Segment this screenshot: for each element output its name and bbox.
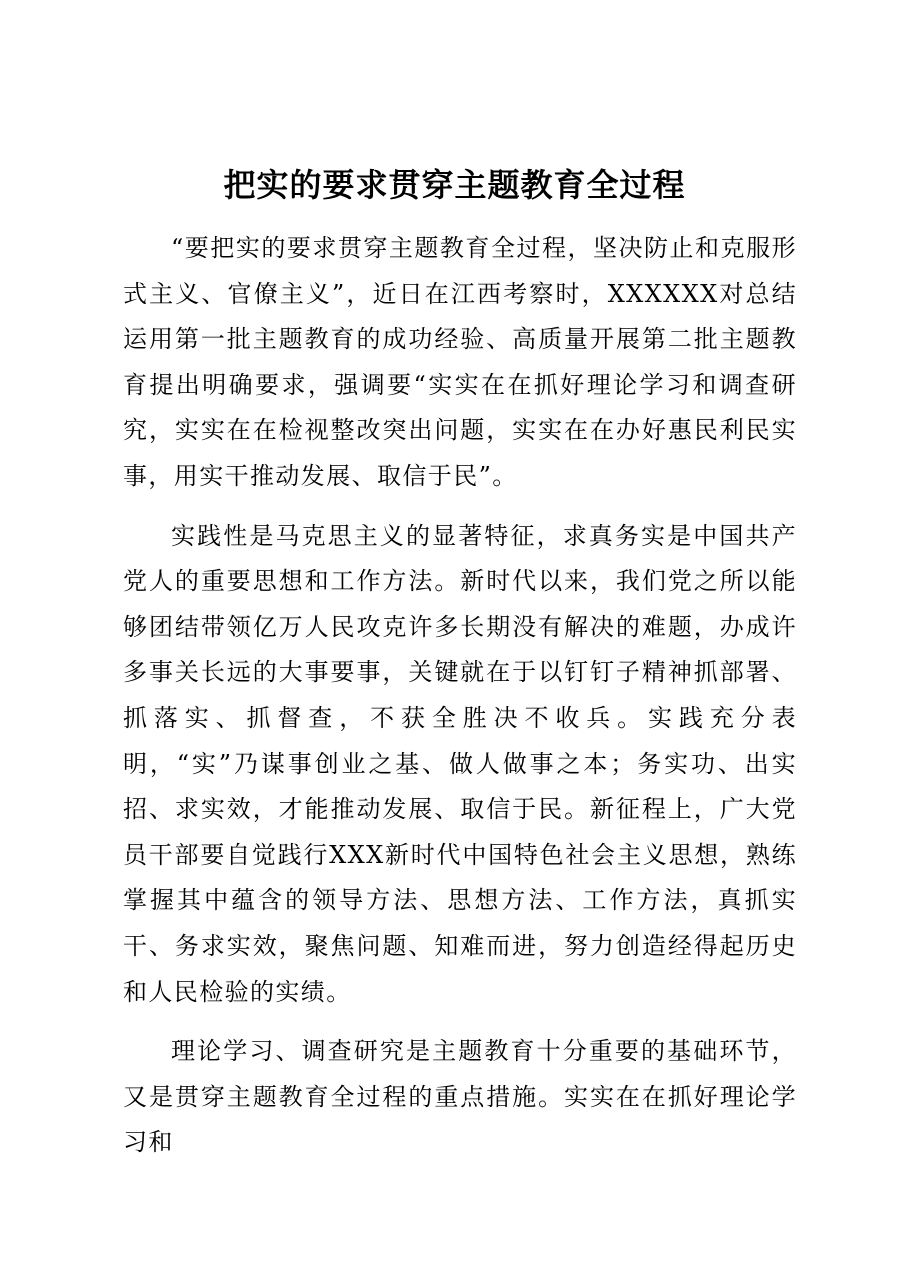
paragraph-3: 理论学习、调查研究是主题教育十分重要的基础环节，又是贯穿主题教育全过程的重点措施。实实在在抓好理论学习和 [123, 1037, 797, 1157]
paragraph-2: 实践性是马克思主义的显著特征，求真务实是中国共产党人的重要思想和工作方法。新时代以来，我们党之所以能够团结带领亿万人民攻克许多长期没有解决的难题，办成许多事关长远的大事要事，关键就在于以钉钉子精神抓部署、抓落实、抓督查，不获全胜决不收兵。实践充分表明，“实”乃谋事创业之基、做人做事之本；务实功、出实招、求实效，才能推动发展、取信于民。新征程上，广大党员干部要自觉践行XXX新时代中国特色社会主义思想，熟练掌握其中蕴含的领导方法、思想方法、工作方法，真抓实干、务求实效，聚焦问题、知难而进，努力创造经得起历史和人民检验的实绩。 [123, 521, 797, 1006]
document-title: 把实的要求贯穿主题教育全过程 [223, 166, 686, 204]
document-body [123, 226, 797, 1166]
paragraph-1: “要把实的要求贯穿主题教育全过程，坚决防止和克服形式主义、官僚主义”，近日在江西考察时，XXXXXX对总结运用第一批主题教育的成功经验、高质量开展第二批主题教育提出明确要求，强调要“实实在在抓好理论学习和调查研究，实实在在检视整改突出问题，实实在在办好惠民利民实事，用实干推动发展、取信于民”。 [123, 234, 797, 490]
